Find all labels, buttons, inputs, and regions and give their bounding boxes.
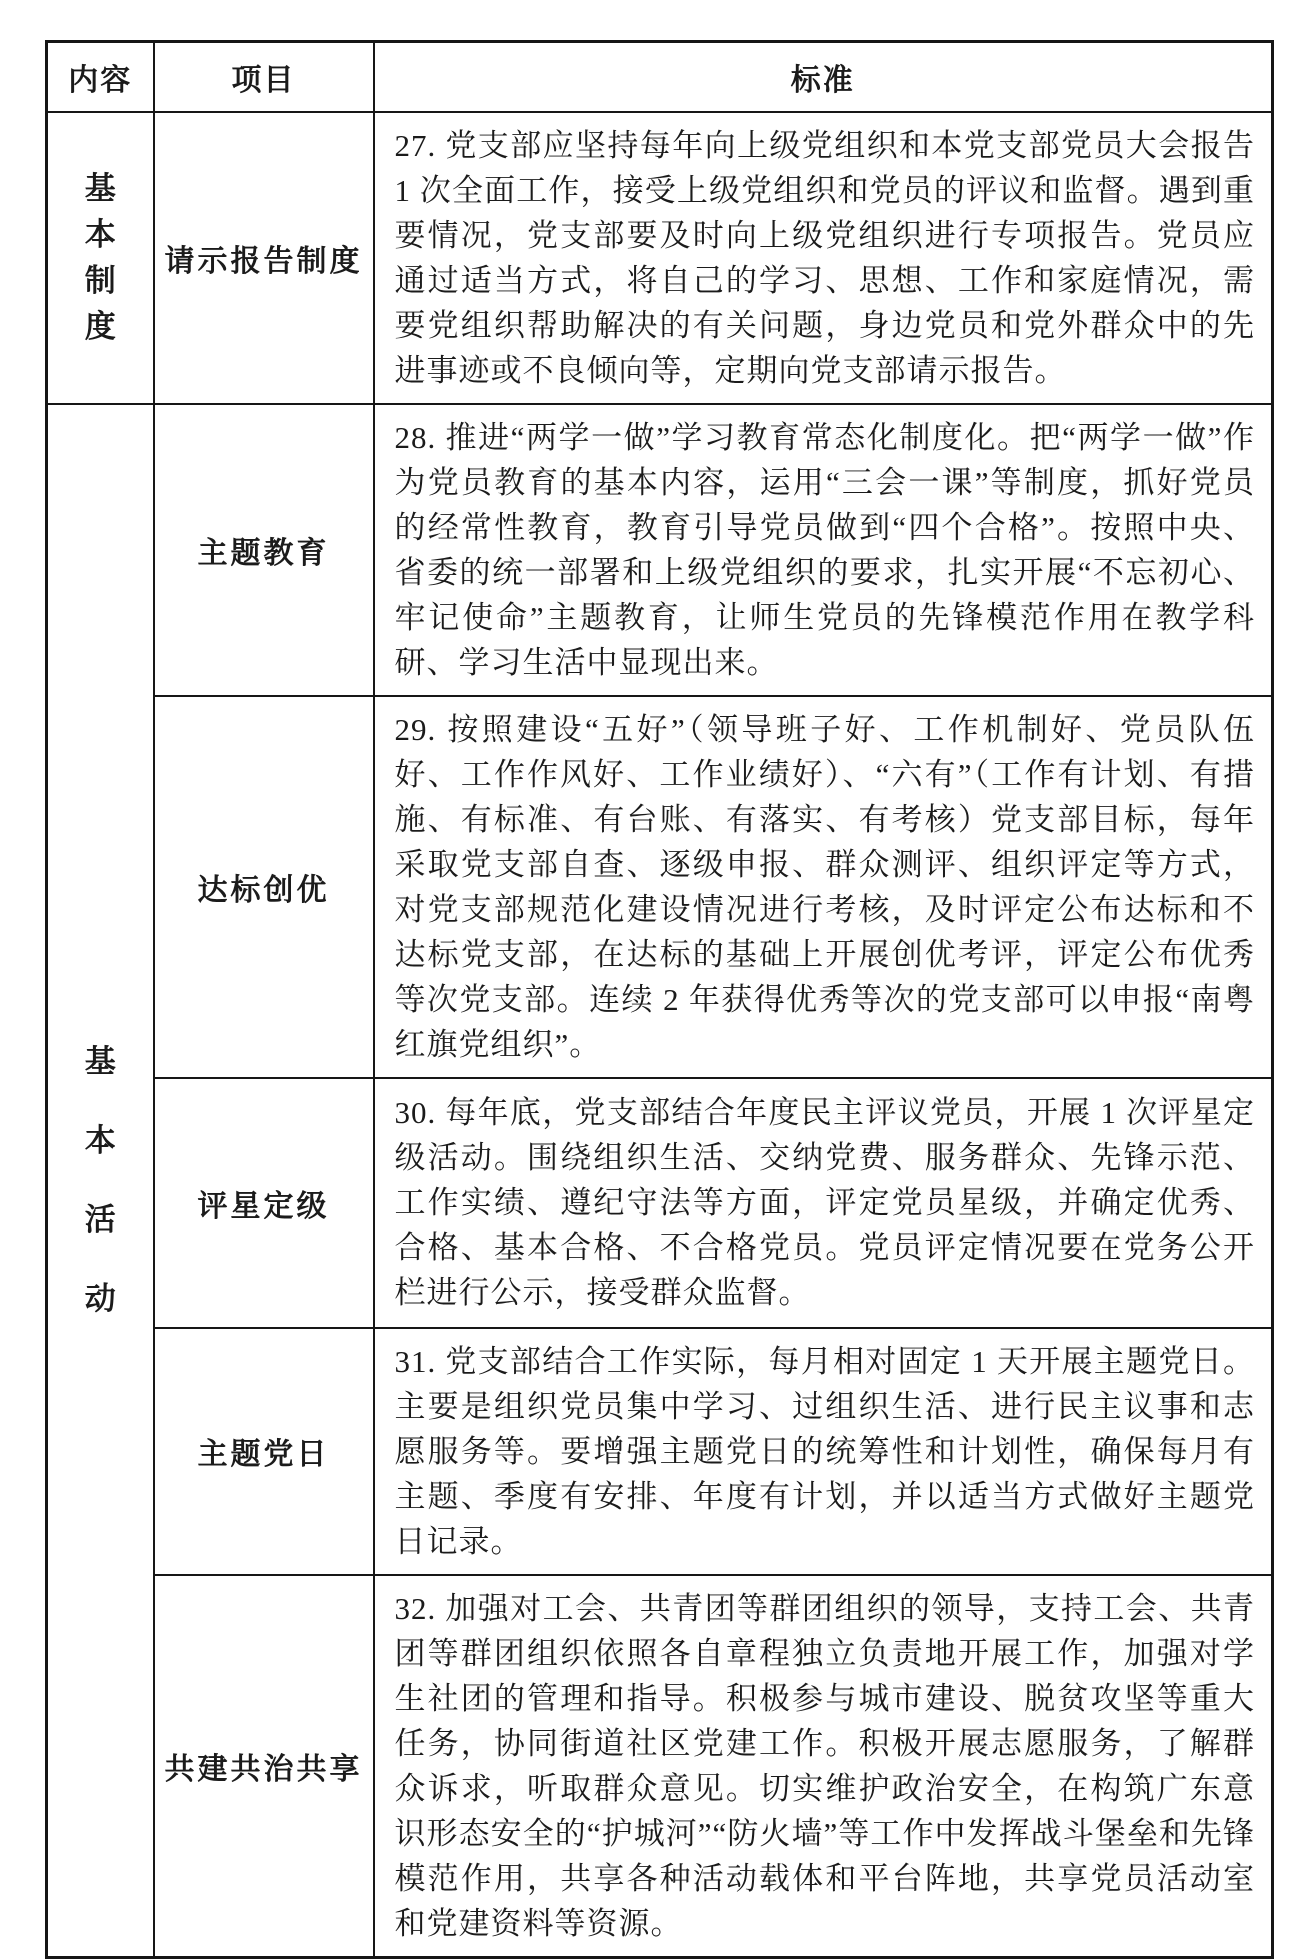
table-row-28 (47, 404, 1273, 696)
table-row-27 (47, 112, 1273, 404)
standard-text-32: 32. 加强对工会、共青团等群团组织的领导，支持工会、共青团等群团组织依照各自章程独立负责地开展工作，加强对学生社团的管理和指导。积极参与城市建设、脱贫攻坚等重大任务，协同街道社区党建工作。积极开展志愿服务，了解群众诉求，听取群众意见。切实维护政治安全，在构筑广东意识形态安全的“护城河”“防火墙”等工作中发挥战斗堡垒和先锋模范作用，共享各种活动载体和平台阵地，共享党员活动室和党建资料等资源。 (374, 1575, 1273, 1958)
project-label-reporting-system: 请示报告制度 (154, 112, 374, 404)
project-label-co-construction: 共建共治共享 (154, 1575, 374, 1958)
header-project: 项目 (154, 42, 374, 112)
header-content: 内容 (47, 42, 154, 112)
standards-table (45, 40, 1274, 1959)
project-label-standards-excellence: 达标创优 (154, 696, 374, 1078)
table-row-30 (47, 1078, 1273, 1328)
project-label-theme-party-day: 主题党日 (154, 1328, 374, 1575)
standard-text-31: 31. 党支部结合工作实际，每月相对固定 1 天开展主题党日。主要是组织党员集中学习、过组织生活、进行民主议事和志愿服务等。要增强主题党日的统筹性和计划性，确保每月有主题、季度有安排、年度有计划，并以适当方式做好主题党日记录。 (374, 1328, 1273, 1575)
category-cell-basic-activities (47, 404, 154, 1958)
project-label-theme-education: 主题教育 (154, 404, 374, 696)
category-cell-basic-system (47, 112, 154, 404)
category-label-basic-system: 基本制度 (84, 170, 116, 344)
table-row-29 (47, 696, 1273, 1078)
standard-text-30: 30. 每年底，党支部结合年度民主评议党员，开展 1 次评星定级活动。围绕组织生活、交纳党费、服务群众、先锋示范、工作实绩、遵纪守法等方面，评定党员星级，并确定优秀、合格、基本合格、不合格党员。党员评定情况要在党务公开栏进行公示，接受群众监督。 (374, 1078, 1273, 1328)
header-standard: 标准 (374, 42, 1273, 112)
standard-text-28: 28. 推进“两学一做”学习教育常态化制度化。把“两学一做”作为党员教育的基本内容，运用“三会一课”等制度，抓好党员的经常性教育，教育引导党员做到“四个合格”。按照中央、省委的统一部署和上级党组织的要求，扎实开展“不忘初心、牢记使命”主题教育，让师生党员的先锋模范作用在教学科研、学习生活中显现出来。 (374, 404, 1273, 696)
header-row (47, 42, 1273, 112)
category-label-basic-activities: 基本活动 (84, 1044, 116, 1316)
standard-text-27: 27. 党支部应坚持每年向上级党组织和本党支部党员大会报告 1 次全面工作，接受上级党组织和党员的评议和监督。遇到重要情况，党支部要及时向上级党组织进行专项报告。党员应通过适当方式，将自己的学习、思想、工作和家庭情况，需要党组织帮助解决的有关问题，身边党员和党外群众中的先进事迹或不良倾向等，定期向党支部请示报告。 (374, 112, 1273, 404)
table-row-32 (47, 1575, 1273, 1958)
standard-text-29: 29. 按照建设“五好”（领导班子好、工作机制好、党员队伍好、工作作风好、工作业绩好）、“六有”（工作有计划、有措施、有标准、有台账、有落实、有考核）党支部目标，每年采取党支部自查、逐级申报、群众测评、组织评定等方式，对党支部规范化建设情况进行考核，及时评定公布达标和不达标党支部，在达标的基础上开展创优考评，评定公布优秀等次党支部。连续 2 年获得优秀等次的党支部可以申报“南粤红旗党组织”。 (374, 696, 1273, 1078)
table-row-31 (47, 1328, 1273, 1575)
project-label-star-rating: 评星定级 (154, 1078, 374, 1328)
